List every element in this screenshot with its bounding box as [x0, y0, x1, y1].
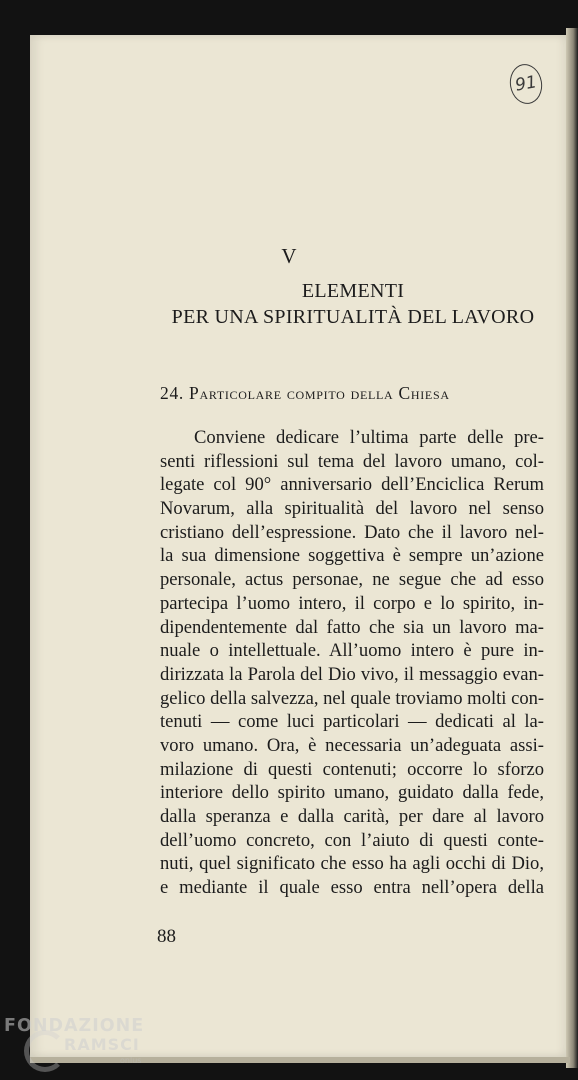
text-line: voro umano. Ora, è necessaria un’adeguata assi- — [160, 734, 544, 756]
text-line: dipendentemente dal fatto che sia un lavoro ma- — [160, 616, 544, 638]
text-line: partecipa l’uomo intero, il corpo e lo spirito, in- — [160, 592, 544, 614]
text-line: gelico della salvezza, nel quale troviamo molti con- — [160, 687, 545, 709]
text-line: Conviene dedicare l’ultima parte delle pre- — [194, 427, 544, 448]
fondazione-gramsci-watermark — [2, 1016, 152, 1080]
chapter-title-line1: ELEMENTI — [301, 280, 405, 302]
text-line: legate col 90° anniversario dell’Enciclica Rerum — [160, 474, 544, 496]
chapter-number: V — [281, 244, 297, 268]
page-edge — [566, 28, 578, 1068]
body-paragraph — [160, 426, 544, 900]
chapter-title-line2: PER UNA SPIRITUALITÀ DEL LAVORO — [171, 306, 535, 328]
watermark-line3: onlus — [120, 1056, 142, 1065]
text-line: senti riflessioni sul tema del lavoro umano, col- — [160, 450, 544, 472]
text-line: personale, actus personae, ne segue che ad esso — [160, 569, 544, 591]
page-number: 88 — [157, 926, 176, 947]
handwritten-page-mark: 91 — [507, 62, 545, 107]
section-heading: 24. Particolare compito della Chiesa — [160, 383, 450, 403]
text-line: nuale o intellettuale. All’uomo intero è pure in- — [160, 640, 544, 662]
text-line: milazione di questi contenuti; occorre lo sforzo — [160, 758, 544, 780]
text-line: e mediante il quale esso entra nell’opera della — [160, 877, 544, 899]
text-line: la sua dimensione soggettiva è sempre un’azione — [160, 545, 544, 567]
watermark-line2: RAMSCI — [64, 1035, 140, 1054]
text-line: tenuti — come luci particolari — dedicati al la- — [160, 711, 544, 733]
text-line: dirizzata la Parola del Dio vivo, il messaggio evan- — [160, 663, 544, 685]
text-line: dell’uomo concreto, con l’aiuto di questi conte- — [160, 829, 544, 851]
text-line: dalla speranza e dalla carità, per dare al lavoro — [160, 806, 544, 827]
text-line: interiore dello spirito umano, guidato dalla fede, — [160, 782, 544, 804]
text-line: nuti, quel significato che esso ha agli occhi di Dio, — [160, 853, 544, 875]
text-line: Novarum, alla spiritualità del lavoro nel senso — [160, 498, 544, 520]
watermark-g-icon — [24, 1030, 66, 1072]
watermark-line1: FONDAZIONE — [4, 1016, 145, 1036]
text-line: cristiano dell’espressione. Dato che il lavoro nel- — [160, 521, 544, 543]
